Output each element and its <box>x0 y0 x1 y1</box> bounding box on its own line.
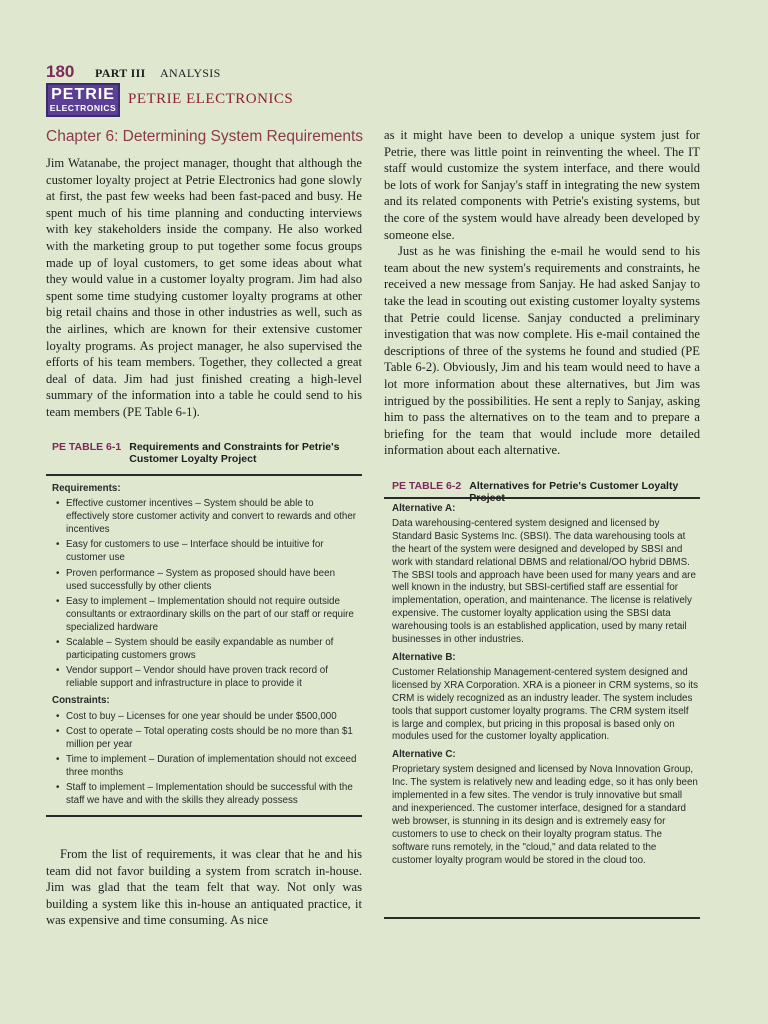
list-item: • Easy for customers to use – Interface should be intuitive for customer use <box>66 538 358 564</box>
body-paragraph: Jim Watanabe, the project manager, thought that although the customer loyalty project at Petrie Electronics had gone slowly at first, the past few weeks had been fast-paced and busy. He spent much of his time planning and conducting interviews with key stakeholders inside the company. He also worked with the marketing group to put together some focus groups made up of loyal customers, to get some ideas about what they would value in a customer loyalty program. Jim had also spent some time studying customer loyalty programs at other big retail chains and those in other industries as well, such as the airlines, which are known for their extensive customer loyalty programs. As project manager, he also supervised the efforts of his team members. Together, they collected a great deal of data. Jim had just finished creating a high-level summary of the information into a table he could send to his team members (PE Table 6-1). <box>46 156 362 419</box>
alternative-b <box>392 652 698 744</box>
requirements-title: Requirements: <box>52 483 121 494</box>
body-paragraph: From the list of requirements, it was clear that he and his team did not favor building a system from scratch in-house. Jim was glad that the team felt that way. Not only was building a system like this in-house an antiquated practice, it was expensive and time consuming. As nice <box>46 847 362 928</box>
table1-bottom-rule <box>46 815 362 817</box>
table2-body <box>392 503 698 872</box>
company-heading: PETRIE ELECTRONICS <box>128 91 294 107</box>
body-paragraph: Just as he was finishing the e-mail he would send to his team about the new system's requirements and constraints, he received a new message from Sanjay. He had asked Sanjay to take the lead in scouting out existing customer loyalty systems that Petrie could license. Sanjay conducted a preliminary investigation that was now complete. His e-mail contained the descriptions of three of the systems he found and studied (PE Table 6-2). Obviously, Jim and his team would need to have a lot more information about these alternatives, but Jim was intrigued by the possibilities. He sent a reply to Sanjay, asking him to pass the alternatives on to the team and to prepare a briefing for the team that would include more detailed information about each alternative. <box>384 244 700 458</box>
page-number: 180 <box>46 62 75 81</box>
table2-heading <box>392 480 692 504</box>
list-item: • Cost to operate – Total operating costs should be no more than $1 million per year <box>66 725 358 751</box>
alternative-c <box>392 749 698 867</box>
chapter-title: Chapter 6: Determining System Requirements <box>46 128 364 145</box>
alternative-text: Data warehousing-centered system designed and licensed by Standard Basic Systems Inc. (SBSI). The data warehousing tools at the heart of the system were designed and developed by SBSI and work with standard relational DBMS and relational/OO hybrid DBMS. The SBSI tools and approach have been used for many years and are well known in the industry, but SBSI-certified staff are essential for implementation, operation, and maintenance. The license is relatively expensive. The customer loyalty application using the SBSI data warehousing tools is an established application, used by many retail businesses in other industries. <box>392 517 696 646</box>
list-item: • Staff to implement – Implementation should be successful with the staff we have and with the skills they already possess <box>66 781 358 807</box>
requirements-list <box>52 497 358 690</box>
left-paragraph-1 <box>46 155 362 421</box>
table1-tag: PE TABLE 6-1 <box>52 441 122 453</box>
alternative-text: Customer Relationship Management-centered system designed and licensed by XRA Corporation. XRA is a pioneer in CRM systems, so its CRM is widely recognized as an industry leader. The system includes tools that support customer loyalty programs. The CRM system itself is large and complex, but pricing in this proposal is based only on modules used for the customer loyalty application. <box>392 666 699 743</box>
alternative-title: Alternative A: <box>392 503 456 514</box>
alternative-text: Proprietary system designed and licensed by Nova Innovation Group, Inc. The system is relatively new and leading edge, so it has only been implemented in a few sites. The vendor is truly innovative but small and inexperienced. The customer interface, designed for a standard web browser, is stunning in its design and is extremely easy for customers to use to check on their loyalty program status. The software runs remotely, in the "cloud," and data related to the customer loyalty program would be stored in the cloud too. <box>392 764 698 866</box>
right-column-text <box>384 127 700 459</box>
list-item: • Vendor support – Vendor should have proven track record of reliable support and infrastructure in place to provide it <box>66 664 358 690</box>
table1-top-rule <box>46 474 362 476</box>
table1-heading <box>52 441 362 465</box>
constraints-title: Constraints: <box>52 695 110 707</box>
left-paragraph-2 <box>46 846 362 929</box>
list-item: • Scalable – System should be easily expandable as number of participating customers grows <box>66 636 358 662</box>
table1-title: Requirements and Constraints for Petrie's Customer Loyalty Project <box>129 441 340 465</box>
alternative-title: Alternative C: <box>392 749 456 761</box>
logo-line2: ELECTRONICS <box>49 103 117 113</box>
list-item: • Cost to buy – Licenses for one year should be under $500,000 <box>66 710 358 723</box>
table2-top-rule <box>384 497 700 499</box>
part-number: PART III <box>95 66 146 80</box>
table2-bottom-rule <box>384 917 700 919</box>
alternative-a <box>392 503 698 647</box>
list-item: • Effective customer incentives – System should be able to effectively store customer activity and convert to rewards and other incentives <box>66 497 358 536</box>
alternative-title: Alternative B: <box>392 651 456 663</box>
constraints-list <box>52 710 358 808</box>
list-item: • Time to implement – Duration of implementation should not exceed three months <box>66 753 358 779</box>
list-item: • Easy to implement – Implementation should not require outside consultants or extraordinary skills on the part of our staff or require specialized hardware <box>66 595 358 634</box>
body-paragraph: as it might have been to develop a unique system just for Petrie, there was little point in reinventing the wheel. The IT staff would customize the system interface, and there would be lots of work for Sanjay's staff in integrating the new system and its related components with Petrie's existing systems, but the core of the system would have already been developed by someone else. <box>384 128 700 242</box>
list-item: • Proven performance – System as proposed should have been used successfully by other clients <box>66 567 358 593</box>
table2-title: Alternatives for Petrie's Customer Loyalty <box>469 480 679 492</box>
table1-body <box>52 482 358 811</box>
table2-tag: PE TABLE 6-2 <box>392 480 462 492</box>
part-label: ANALYSIS <box>160 66 221 80</box>
petrie-logo <box>46 83 120 117</box>
logo-line1: PETRIE <box>51 86 115 103</box>
